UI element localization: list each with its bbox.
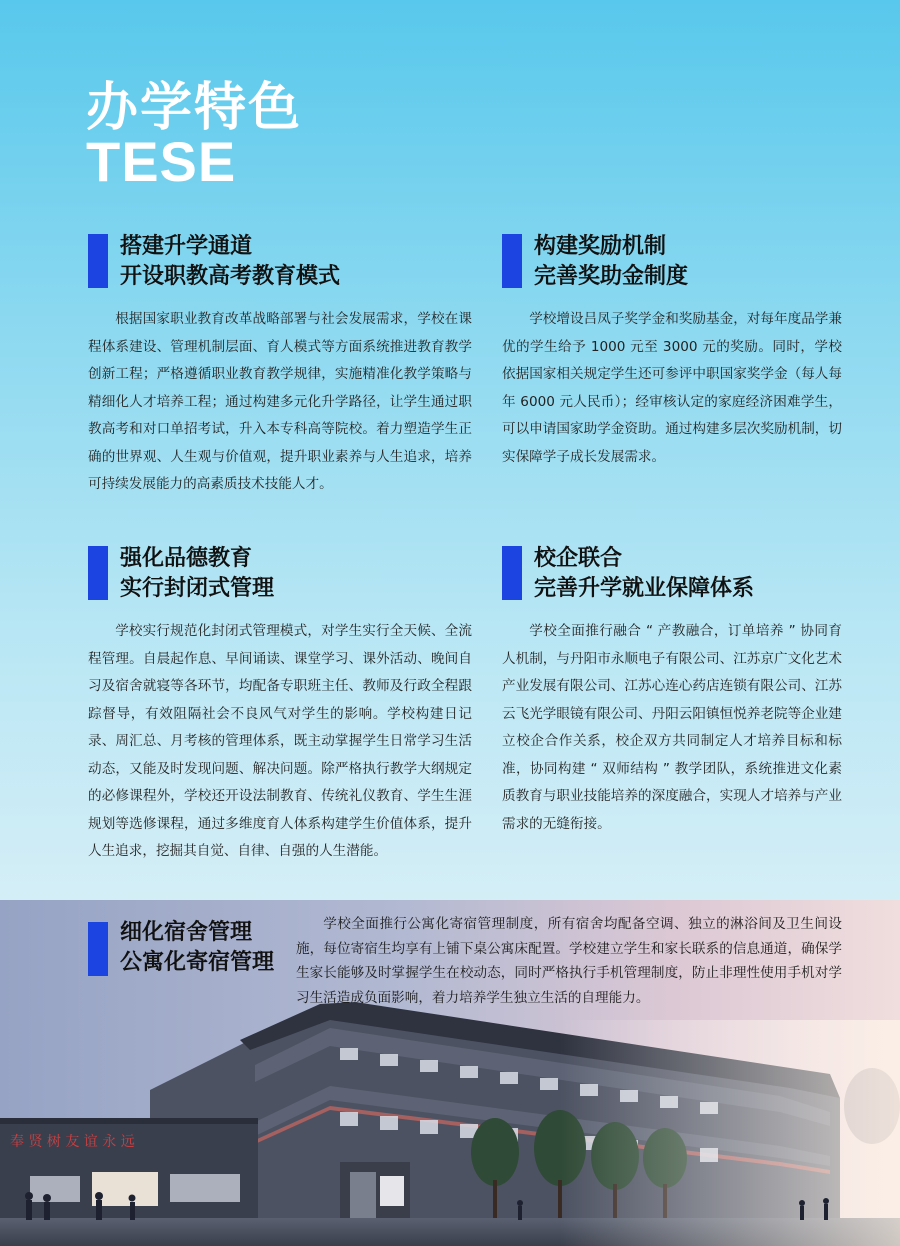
- accent-bar: [88, 234, 108, 288]
- section-title: [534, 232, 688, 292]
- section-body: 学校全面推行公寓化寄宿管理制度，所有宿舍均配备空调、独立的淋浴间及卫生间设施，每位寄宿生均享有上铺下桌公寓床配置。学校建立学生和家长联系的信息通道，确保学生家长能够及时掌握学生在校动态，同时严格执行手机管理制度，防止非理性使用手机对学习生活造成负面影响，着力培养学生独立生活的自理能力。: [296, 916, 842, 1006]
- section-title-line2: 开设职教高考教育模式: [120, 264, 341, 289]
- page-subtitle: TESE: [86, 130, 237, 193]
- section-body: 根据国家职业教育改革战略部署与社会发展需求，学校在课程体系建设、管理机制层面、育人模式等方面系统推进教育教学创新工程；严格遵循职业教育教学规律，实施精准化教学策略与精细化人才培养工程；通过构建多元化升学路径，让学生通过职教高考和对口单招考试，升入本专科高等院校。着力塑造学生正确的世界观、人生观与价值观，提升职业素养与人生追求，培养可持续发展能力的高素质技术技能人才。: [88, 311, 472, 492]
- section-scholarship: [502, 232, 842, 471]
- section-title-line2: 实行封闭式管理: [120, 576, 275, 601]
- section-title: [534, 544, 754, 604]
- section-title-line2: 完善升学就业保障体系: [534, 576, 755, 601]
- section-heading: [502, 544, 842, 606]
- page-title: 办学特色: [86, 78, 303, 138]
- section-heading: [502, 232, 842, 294]
- section-school-enterprise: [502, 544, 842, 838]
- section-pathway: [88, 232, 472, 499]
- section-title: [120, 544, 274, 604]
- section-heading: [88, 544, 472, 606]
- section-title-line1: 搭建升学通道: [120, 234, 253, 259]
- section-heading: [88, 918, 288, 974]
- section-title-line1: 校企联合: [534, 546, 623, 571]
- section-title-line1: 细化宿舍管理: [120, 920, 253, 945]
- accent-bar: [88, 922, 108, 976]
- section-title-line2: 公寓化寄宿管理: [120, 950, 275, 975]
- section-title: [120, 918, 274, 978]
- section-title-line2: 完善奖助金制度: [534, 264, 689, 289]
- section-title-line1: 构建奖励机制: [534, 234, 667, 259]
- section-body: 学校全面推行融合 “ 产教融合，订单培养 ” 协同育人机制，与丹阳市永顺电子有限公司、江苏京广文化艺术产业发展有限公司、江苏心连心药店连锁有限公司、江苏云飞光学眼镜有限公司、丹阳云阳镇恒悦养老院等企业建立校企合作关系，校企双方共同制定人才培养目标和标准，协同构建 “ 双师结构 ” 教学团队，系统推进文化素质教育与职业技能培养的深度融合，实现人才培养与产业需求的无缝衔接。: [502, 623, 842, 832]
- building-sign-text: 奉 贤 树 友 谊 永 远: [10, 1134, 135, 1150]
- accent-bar: [502, 234, 522, 288]
- section-body: 学校实行规范化封闭式管理模式，对学生实行全天候、全流程管理。自晨起作息、早间诵读、课堂学习、课外活动、晚间自习及宿舍就寝等各环节，均配备专职班主任、教师及行政全程跟踪督导，有效阻隔社会不良风气对学生的影响。学校构建日记录、周汇总、月考核的管理体系，既主动掌握学生日常学习生活动态，又能及时发现问题、解决问题。除严格执行教学大纲规定的必修课程外，学校还开设法制教育、传统礼仪教育、学生生涯规划等选修课程，通过多维度育人体系构建学生价值体系，提升人生追求，挖掘其自觉、自律、自强的人生潜能。: [88, 623, 472, 859]
- accent-bar: [502, 546, 522, 600]
- section-moral-education: [88, 544, 472, 866]
- section-dormitory: [88, 918, 288, 974]
- section-title-line1: 强化品德教育: [120, 546, 253, 571]
- section-title: [120, 232, 340, 292]
- accent-bar: [88, 546, 108, 600]
- section-heading: [88, 232, 472, 294]
- section-body: 学校增设吕凤子奖学金和奖励基金，对每年度品学兼优的学生给予 1000 元至 3000 元的奖励。同时，学校依据国家相关规定学生还可参评中职国家奖学金（每人每年 6000 元人民币）；经审核认定的家庭经济困难学生，可以申请国家助学金资助。通过构建多层次奖励机制，切实保障学子成长发展需求。: [502, 311, 842, 465]
